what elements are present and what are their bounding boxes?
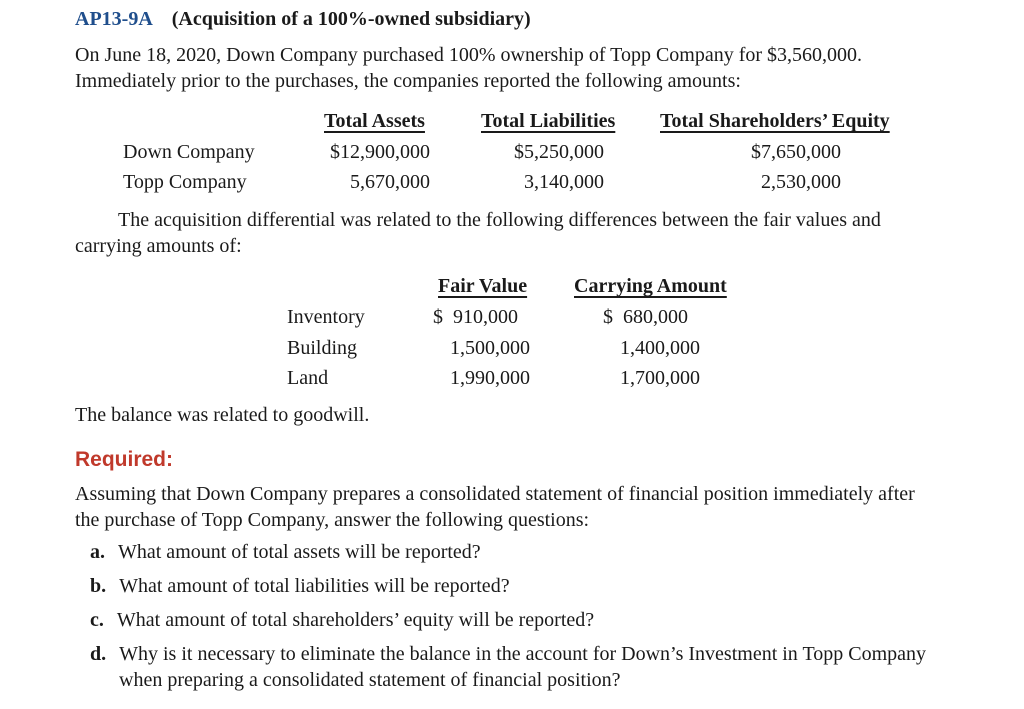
table1-cell-equity: 2,530,000 bbox=[761, 171, 841, 193]
table2-cell-carrying: 1,400,000 bbox=[620, 337, 700, 359]
table2-row-label: Land bbox=[287, 367, 329, 389]
table2-header-fair-value: Fair Value bbox=[438, 275, 528, 297]
intro-line-2: Immediately prior to the purchases, the companies reported the following amounts: bbox=[75, 70, 741, 92]
table2-cell-carrying: $ 680,000 bbox=[603, 306, 688, 328]
required-line-2: the purchase of Topp Company, answer the following questions: bbox=[75, 509, 590, 531]
problem-id: AP13-9A bbox=[75, 8, 153, 30]
balance-note: The balance was related to goodwill. bbox=[75, 404, 370, 426]
table1-header-liabilities: Total Liabilities bbox=[481, 110, 616, 132]
differential-line-1: The acquisition differential was related to the following differences between the fair values and bbox=[118, 209, 881, 231]
question-d bbox=[90, 643, 926, 666]
question-letter: b. bbox=[90, 575, 107, 597]
table1-header-assets: Total Assets bbox=[324, 110, 425, 132]
table2-row-label: Building bbox=[287, 337, 358, 359]
table1-row-label: Down Company bbox=[123, 141, 255, 163]
intro-line-1: On June 18, 2020, Down Company purchased 100% ownership of Topp Company for $3,560,000. bbox=[75, 44, 863, 66]
required-heading: Required: bbox=[75, 448, 174, 471]
question-a bbox=[90, 541, 481, 564]
table1-cell-assets: $12,900,000 bbox=[330, 141, 430, 163]
question-text: What amount of total liabilities will be reported? bbox=[119, 575, 510, 597]
question-b bbox=[90, 575, 510, 598]
problem-heading bbox=[75, 8, 531, 31]
table2-cell-fair: 1,500,000 bbox=[450, 337, 530, 359]
question-text: What amount of total shareholders’ equity will be reported? bbox=[116, 609, 595, 631]
table1-row-label: Topp Company bbox=[123, 171, 247, 193]
table2-cell-fair: 1,990,000 bbox=[450, 367, 530, 389]
question-letter: a. bbox=[90, 541, 105, 563]
question-d-continued: when preparing a consolidated statement of financial position? bbox=[119, 669, 621, 691]
table2-row-label: Inventory bbox=[287, 306, 365, 328]
problem-title: (Acquisition of a 100%-owned subsidiary) bbox=[171, 8, 531, 30]
table2-cell-carrying: 1,700,000 bbox=[620, 367, 700, 389]
table1-header-equity: Total Shareholders’ Equity bbox=[660, 110, 890, 132]
table1-cell-equity: $7,650,000 bbox=[751, 141, 841, 163]
table1-cell-liabilities: $5,250,000 bbox=[514, 141, 604, 163]
differential-line-2: carrying amounts of: bbox=[75, 235, 242, 257]
table1-cell-liabilities: 3,140,000 bbox=[524, 171, 604, 193]
question-c bbox=[90, 609, 594, 632]
table1-cell-assets: 5,670,000 bbox=[350, 171, 430, 193]
required-line-1: Assuming that Down Company prepares a consolidated statement of financial position immediately after bbox=[75, 483, 915, 505]
question-text: Why is it necessary to eliminate the balance in the account for Down’s Investment in Topp Company bbox=[119, 643, 927, 665]
question-text: What amount of total assets will be reported? bbox=[118, 541, 481, 563]
table2-cell-fair: $ 910,000 bbox=[433, 306, 518, 328]
question-letter: c. bbox=[90, 609, 104, 631]
table2-header-carrying-amount: Carrying Amount bbox=[574, 275, 727, 297]
question-letter: d. bbox=[90, 643, 107, 665]
